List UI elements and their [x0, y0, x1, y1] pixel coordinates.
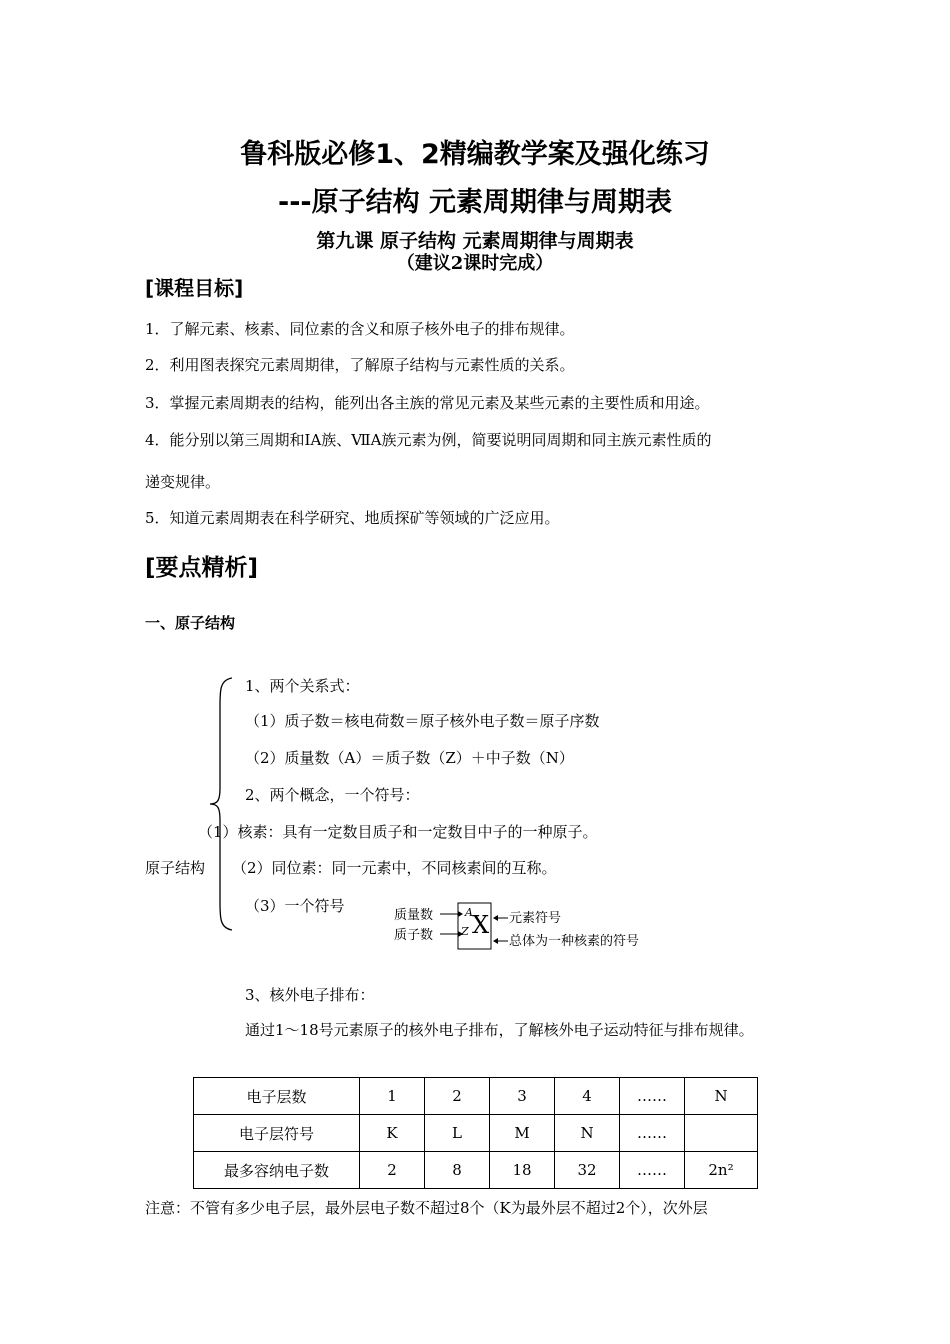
nuclide-symbol-diagram: [378, 897, 668, 957]
concept-line: （2）同位素：同一元素中，不同核素间的互称。: [232, 859, 557, 877]
table-cell: N: [555, 1115, 620, 1152]
table-row: [194, 1152, 758, 1189]
objective-item: 3．掌握元素周期表的结构，能列出各主族的常见元素及某些元素的主要性质和用途。: [145, 394, 710, 412]
table-cell: ……: [620, 1078, 685, 1115]
objective-item: 2．利用图表探究元素周期律，了解原子结构与元素性质的关系。: [145, 356, 575, 374]
document-title: 鲁科版必修1、2精编教学案及强化练习: [240, 139, 710, 170]
note-paragraph: 注意：不管有多少电子层，最外层电子数不超过8个（K为最外层不超过2个），次外层: [145, 1199, 708, 1217]
element-X: X: [472, 911, 490, 939]
key-points-heading: [要点精析]: [145, 555, 259, 581]
element-symbol-label: 元素符号: [509, 911, 562, 926]
table-cell: K: [360, 1115, 425, 1152]
table-cell: L: [425, 1115, 490, 1152]
table-cell: M: [490, 1115, 555, 1152]
table-cell: 2: [360, 1152, 425, 1189]
table-cell: 最多容纳电子数: [194, 1152, 360, 1189]
concept-line: （1）核素：具有一定数目质子和一定数目中子的一种原子。: [198, 823, 598, 841]
concept-line: （3）一个符号: [245, 897, 345, 915]
mass-number-label: 质量数: [394, 908, 434, 923]
document-subtitle: ---原子结构 元素周期律与周期表: [277, 187, 673, 218]
objective-item: 递变规律。: [145, 473, 221, 491]
concept-line: 2、两个概念，一个符号：: [245, 786, 420, 804]
proton-number-label: 质子数: [394, 928, 434, 943]
table-cell: 电子层符号: [194, 1115, 360, 1152]
objective-item: 4．能分别以第三周期和ⅠA族、ⅦA族元素为例，简要说明同周期和同主族元素性质的: [145, 431, 712, 449]
table-row: [194, 1115, 758, 1152]
table-cell: ……: [620, 1152, 685, 1189]
electron-arrangement-heading: 3、核外电子排布：: [245, 986, 375, 1004]
table-cell: 8: [425, 1152, 490, 1189]
brace-label: 原子结构: [145, 859, 206, 877]
concept-line: （2）质量数（A）＝质子数（Z）＋中子数（N）: [245, 749, 574, 767]
curly-brace: [206, 676, 236, 932]
mass-number-A: A: [465, 906, 473, 919]
section-atom-structure-title: 一、原子结构: [145, 614, 236, 632]
table-cell: ……: [620, 1115, 685, 1152]
table-cell: 18: [490, 1152, 555, 1189]
lesson-title: 第九课 原子结构 元素周期律与周期表: [316, 230, 634, 252]
lesson-duration-note: （建议2课时完成）: [396, 253, 554, 274]
table-cell: 2n²: [685, 1152, 758, 1189]
table-cell: [685, 1115, 758, 1152]
objective-item: 1．了解元素、核素、同位素的含义和原子核外电子的排布规律。: [145, 320, 575, 338]
table-row: [194, 1078, 758, 1115]
electron-shell-table: [193, 1077, 758, 1189]
table-cell: 1: [360, 1078, 425, 1115]
electron-arrangement-intro: 通过1～18号元素原子的核外电子排布，了解核外电子运动特征与排布规律。: [245, 1021, 754, 1039]
table-cell: N: [685, 1078, 758, 1115]
objective-item: 5．知道元素周期表在科学研究、地质探矿等领域的广泛应用。: [145, 509, 560, 527]
table-cell: 32: [555, 1152, 620, 1189]
nuclide-symbol-label: 总体为一种核素的符号: [509, 934, 640, 949]
concept-line: 1、两个关系式：: [245, 677, 360, 695]
table-cell: 电子层数: [194, 1078, 360, 1115]
table-cell: 4: [555, 1078, 620, 1115]
atomic-number-Z: Z: [461, 925, 469, 938]
objectives-heading: [课程目标]: [145, 276, 244, 300]
table-cell: 2: [425, 1078, 490, 1115]
table-cell: 3: [490, 1078, 555, 1115]
concept-line: （1）质子数＝核电荷数＝原子核外电子数＝原子序数: [245, 712, 600, 730]
